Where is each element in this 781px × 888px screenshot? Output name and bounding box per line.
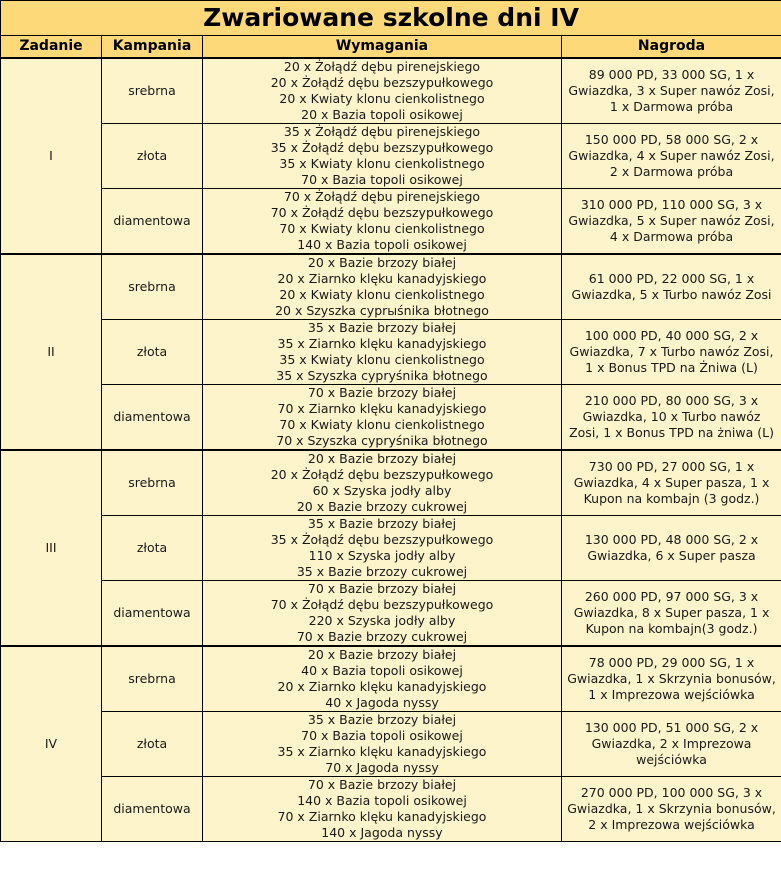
requirement-item: 70 x Bazie brzozy białej — [307, 385, 457, 401]
reward-cell — [562, 58, 781, 124]
campaign-cell: srebrna — [102, 450, 203, 516]
requirement-item: 70 x Kwiaty klonu cienkolistnego — [279, 417, 485, 432]
campaign-cell: diamentowa — [102, 385, 203, 451]
requirement-item: 40 x Jagoda nyssy — [325, 694, 439, 710]
campaign-cell: diamentowa — [102, 189, 203, 255]
requirement-item: 35 x Kwiaty klonu cienkolistnego — [279, 352, 485, 367]
requirement-item: 70 x Bazie brzozy białej — [307, 777, 457, 793]
table-row — [1, 320, 781, 385]
table-row — [1, 581, 781, 647]
page-title: Zwariowane szkolne dni IV — [1, 1, 781, 36]
reward-cell — [562, 777, 781, 842]
table-row — [1, 777, 781, 842]
requirement-item: 35 x Żołądź dębu pirenejskiego — [283, 124, 481, 140]
table-row — [1, 254, 781, 320]
table-row — [1, 712, 781, 777]
reward-text: 260 000 PD, 97 000 SG, 3 x Gwiazdka, 8 x Super pasza, 1 x Kupon na kombajn(3 godz.) — [573, 589, 770, 636]
requirement-item: 35 x Bazie brzozy białej — [307, 516, 457, 532]
campaign-cell: złota — [102, 516, 203, 581]
reward-text: 89 000 PD, 33 000 SG, 1 x Gwiazdka, 3 x Super nawóz Zosi, 1 x Darmowa próba — [568, 67, 775, 114]
requirement-item: 140 x Jagoda nyssy — [321, 824, 443, 840]
requirement-item: 70 x Bazia topoli osikowej — [301, 728, 463, 744]
requirement-item: 20 x Kwiaty klonu cienkolistnego — [279, 287, 485, 302]
requirement-item: 35 x Żołądź dębu bezszypułkowego — [270, 532, 494, 548]
reward-cell — [562, 124, 781, 189]
requirement-item: 35 x Bazie brzozy białej — [307, 712, 457, 728]
requirement-item: 35 x Ziarnko klęku kanadyjskiego — [277, 744, 487, 759]
reward-text: 730 00 PD, 27 000 SG, 1 x Gwiazdka, 4 x Super pasza, 1 x Kupon na kombajn (3 godz.) — [573, 459, 770, 506]
campaign-cell: diamentowa — [102, 581, 203, 647]
campaign-cell: diamentowa — [102, 777, 203, 842]
campaign-cell: srebrna — [102, 58, 203, 124]
requirement-item: 70 x Bazie brzozy cukrowej — [296, 628, 468, 644]
requirement-item: 70 x Szyszka cypryśnika błotnego — [276, 432, 488, 448]
requirement-item: 40 x Bazia topoli osikowej — [301, 663, 463, 679]
requirements-cell — [203, 450, 562, 516]
table-row — [1, 450, 781, 516]
table-row — [1, 516, 781, 581]
requirement-item: 70 x Bazia topoli osikowej — [301, 171, 463, 187]
reward-text: 78 000 PD, 29 000 SG, 1 x Gwiazdka, 1 x Skrzynia bonusów, 1 x Imprezowa wejściówka — [567, 655, 776, 702]
requirement-item: 20 x Bazie brzozy białej — [307, 451, 457, 467]
requirements-cell — [203, 320, 562, 385]
requirement-item: 20 x Szyszka cyprыśnika błotnego — [275, 302, 489, 318]
requirement-item: 20 x Żołądź dębu pirenejskiego — [283, 59, 481, 75]
requirement-item: 70 x Żołądź dębu bezszypułkowego — [270, 205, 494, 221]
reward-text: 61 000 PD, 22 000 SG, 1 x Gwiazdka, 5 x Turbo nawóz Zosi — [571, 271, 772, 302]
requirement-item: 35 x Kwiaty klonu cienkolistnego — [279, 156, 485, 171]
requirement-item: 220 x Szyska jodły alby — [308, 613, 456, 628]
requirement-item: 20 x Żołądź dębu bezszypułkowego — [270, 75, 494, 91]
reward-text: 130 000 PD, 51 000 SG, 2 x Gwiazdka, 2 x Imprezowa wejściówka — [584, 720, 759, 767]
reward-text: 130 000 PD, 48 000 SG, 2 x Gwiazdka, 6 x Super pasza — [584, 532, 759, 563]
requirements-cell — [203, 777, 562, 842]
task-cell: III — [1, 450, 102, 646]
requirement-item: 20 x Bazie brzozy białej — [307, 255, 457, 271]
requirement-item: 70 x Jagoda nyssy — [325, 759, 439, 775]
reward-cell — [562, 189, 781, 255]
requirement-item: 70 x Bazie brzozy białej — [307, 581, 457, 597]
requirement-item: 35 x Ziarnko klęku kanadyjskiego — [277, 336, 487, 352]
task-cell: II — [1, 254, 102, 450]
requirement-item: 35 x Szyszka cypryśnika błotnego — [276, 367, 488, 383]
reward-cell — [562, 581, 781, 647]
table-row — [1, 58, 781, 124]
requirement-item: 20 x Ziarnko klęku kanadyjskiego — [277, 679, 487, 694]
requirements-cell — [203, 58, 562, 124]
table-row — [1, 385, 781, 451]
requirement-item: 70 x Żołądź dębu pirenejskiego — [283, 189, 481, 205]
reward-text: 310 000 PD, 110 000 SG, 3 x Gwiazdka, 5 x Super nawóz Zosi, 4 x Darmowa próba — [568, 197, 775, 244]
requirement-item: 70 x Ziarnko klęku kanadyjskiego — [277, 401, 487, 417]
requirements-cell — [203, 516, 562, 581]
requirement-item: 20 x Ziarnko klęku kanadyjskiego — [277, 271, 487, 287]
reward-text: 100 000 PD, 40 000 SG, 2 x Gwiazdka, 7 x Turbo nawóz Zosi, 1 x Bonus TPD na Żniwa (L) — [569, 328, 774, 375]
reward-text: 150 000 PD, 58 000 SG, 2 x Gwiazdka, 4 x Super nawóz Zosi, 2 x Darmowa próba — [568, 132, 775, 179]
requirement-item: 35 x Żołądź dębu bezszypułkowego — [270, 140, 494, 156]
requirement-item: 20 x Bazia topoli osikowej — [301, 106, 463, 122]
requirement-item: 20 x Kwiaty klonu cienkolistnego — [279, 91, 485, 106]
reward-cell — [562, 254, 781, 320]
reward-cell — [562, 712, 781, 777]
requirements-cell — [203, 254, 562, 320]
reward-text: 270 000 PD, 100 000 SG, 3 x Gwiazdka, 1 x Skrzynia bonusów, 2 x Imprezowa wejściówka — [567, 785, 776, 832]
requirement-item: 35 x Bazie brzozy cukrowej — [296, 563, 468, 579]
requirement-item: 20 x Bazie brzozy białej — [307, 647, 457, 663]
reward-cell — [562, 646, 781, 712]
requirement-item: 20 x Żołądź dębu bezszypułkowego — [270, 467, 494, 483]
requirements-cell — [203, 189, 562, 255]
table-row — [1, 646, 781, 712]
header-requirements: Wymagania — [203, 36, 562, 59]
requirement-item: 110 x Szyska jodły alby — [308, 548, 456, 563]
header-task: Zadanie — [1, 36, 102, 59]
reward-cell — [562, 385, 781, 451]
requirement-item: 70 x Kwiaty klonu cienkolistnego — [279, 221, 485, 236]
requirement-item: 60 x Szyska jodły alby — [312, 483, 452, 498]
requirements-cell — [203, 385, 562, 451]
reward-cell — [562, 516, 781, 581]
requirement-item: 140 x Bazia topoli osikowej — [297, 236, 467, 252]
requirements-cell — [203, 581, 562, 647]
campaign-cell: srebrna — [102, 646, 203, 712]
campaign-cell: złota — [102, 712, 203, 777]
table-row — [1, 189, 781, 255]
requirement-item: 20 x Bazie brzozy cukrowej — [296, 498, 468, 514]
requirements-cell — [203, 712, 562, 777]
header-campaign: Kampania — [102, 36, 203, 59]
requirement-item: 35 x Bazie brzozy białej — [307, 320, 457, 336]
requirement-item: 140 x Bazia topoli osikowej — [297, 793, 467, 809]
campaign-cell: srebrna — [102, 254, 203, 320]
requirements-cell — [203, 646, 562, 712]
campaign-cell: złota — [102, 124, 203, 189]
reward-cell — [562, 450, 781, 516]
requirement-item: 70 x Żołądź dębu bezszypułkowego — [270, 597, 494, 613]
requirement-item: 70 x Ziarnko klęku kanadyjskiego — [277, 809, 487, 824]
reward-cell — [562, 320, 781, 385]
requirements-cell — [203, 124, 562, 189]
table-row — [1, 124, 781, 189]
task-cell: I — [1, 58, 102, 254]
header-reward: Nagroda — [562, 36, 781, 59]
campaign-cell: złota — [102, 320, 203, 385]
reward-text: 210 000 PD, 80 000 SG, 3 x Gwiazdka, 10 x Turbo nawóz Zosi, 1 x Bonus TPD na żniwa (L) — [569, 393, 774, 440]
task-cell: IV — [1, 646, 102, 842]
